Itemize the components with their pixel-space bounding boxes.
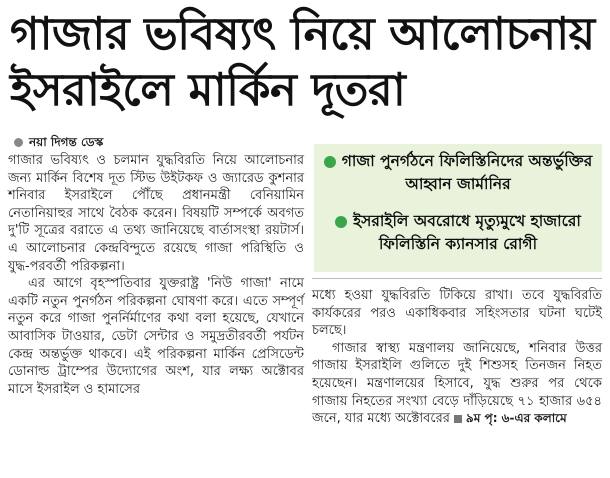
byline	[14, 134, 103, 154]
highlight-box	[314, 144, 602, 272]
paragraph: গাজার স্বাস্থ্য মন্ত্রণালয় জানিয়েছে, শনিবার উত্তর গাজায় ইসরাইলি গুলিতে দুই শিশুসহ তিনজন নিহত হয়েছেন। মন্ত্রণালয়ের হিসাবে, যুদ্ধ শুরুর পর থেকে গাজায় নিহতের সংখ্যা বেড়ে দাঁড়িয়েছে ৭১ হাজার ৬৫৪ জনে, যার মধ্যে অক্টোবরের ৯ম পৃ: ৬-এর কলামে	[312, 340, 602, 427]
right-column	[312, 287, 602, 428]
square-bullet-icon	[454, 415, 462, 423]
bullet-icon	[14, 138, 23, 147]
green-bullet-icon	[335, 216, 347, 228]
highlight-item: ইসরাইলি অবরোধে মৃত্যুমুখে হাজারো ফিলিস্তিনি ক্যানসার রোগী	[322, 210, 594, 256]
paragraph: গাজার ভবিষ্যৎ ও চলমান যুদ্ধবিরতি নিয়ে আলোচনার জন্য মার্কিন বিশেষ দূত স্টিভ উইটকফ ও জ্যারেড কুশনার শনিবার ইসরাইলে পৌঁছে প্রধানমন্ত্রী বেনিয়ামিন নেতানিয়াহুর সাথে বৈঠক করেন। বিষয়টি সম্পর্কে অবগত দু'টি সূত্রের বরাতে এ তথ্য জানিয়েছে বার্তাসংস্থা রয়টার্স। এ আলোচনার কেন্দ্রবিন্দুতে রয়েছে গাজা পরিস্থিতি ও যুদ্ধ-পরবর্তী পরিকল্পনা।	[8, 153, 304, 274]
headline-line-2: ইসরাইলে মার্কিন দূতরা	[10, 63, 406, 116]
divider	[312, 278, 602, 279]
paragraph: মধ্যে হওয়া যুদ্ধবিরতি টিকিয়ে রাখা। তবে যুদ্ধবিরতি কার্যকরের পরও একাধিকবার সহিংসতার ঘটনা ঘটেই চলছে।	[312, 288, 602, 339]
headline	[10, 6, 602, 118]
left-column	[8, 152, 304, 398]
continuation-jump: ৯ম পৃ: ৬-এর কলামে	[450, 411, 567, 425]
byline-text: নয়া দিগন্ত ডেস্ক	[29, 135, 104, 149]
headline-line-1: গাজার ভবিষ্যৎ নিয়ে আলোচনায়	[10, 7, 595, 60]
highlight-item: গাজা পুনর্গঠনে ফিলিস্তিনিদের অন্তর্ভুক্তির আহ্বান জার্মানির	[322, 150, 594, 196]
paragraph: এর আগে বৃহস্পতিবার যুক্তরাষ্ট্র 'নিউ গাজা' নামে একটি নতুন পুনর্গঠন পরিকল্পনা ঘোষণা করে। এতে সম্পূর্ণ নতুন করে গাজা পুনর্নির্মাণের কথা বলা হয়েছে, যেখানে আবাসিক টাওয়ার, ডেটা সেন্টার ও সমুদ্রতীরবর্তী পর্যটন কেন্দ্র অন্তর্ভুক্ত থাকবে। এই পরিকল্পনা মার্কিন প্রেসিডেন্ট ডোনাল্ড ট্রাম্পের উদ্যোগের অংশ, যার লক্ষ্য অক্টোবর মাসে ইসরাইল ও হামাসের	[8, 276, 304, 397]
green-bullet-icon	[324, 156, 336, 168]
